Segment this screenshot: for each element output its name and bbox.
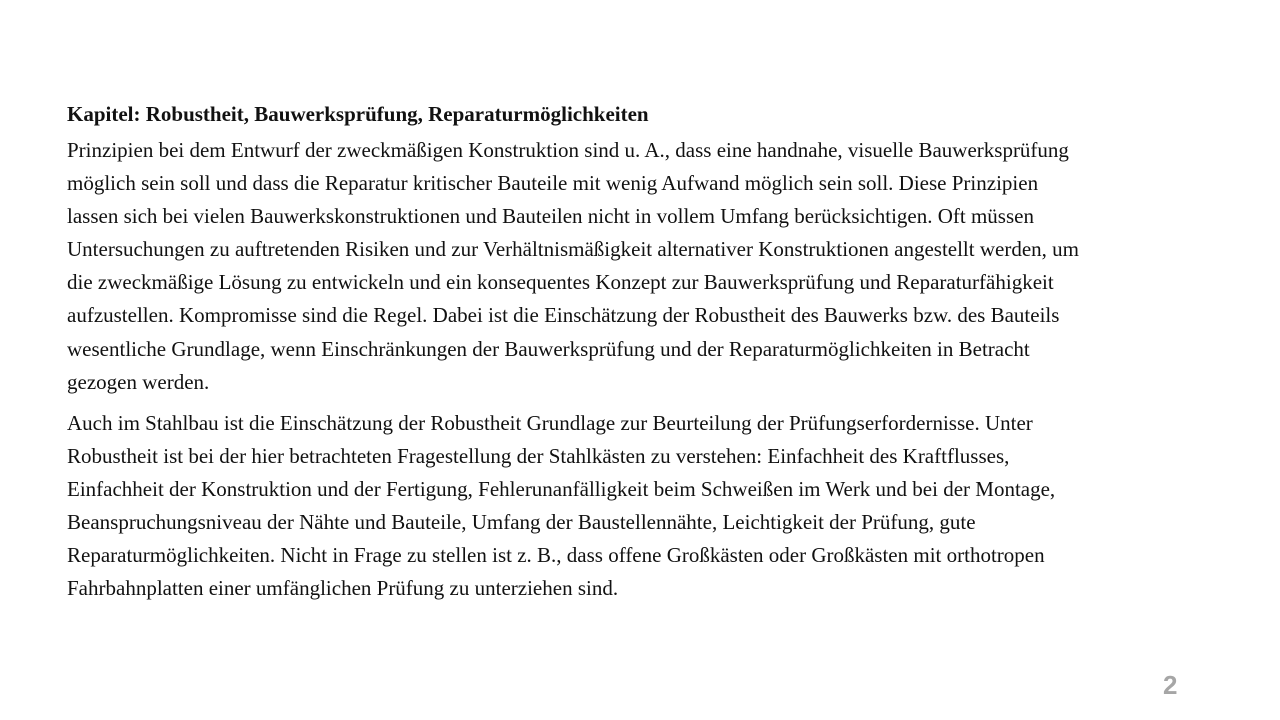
paragraph-line: Reparaturmöglichkeiten. Nicht in Frage zu stellen ist z. B., dass offene Großkästen oder Großkästen mit orthotropen <box>67 543 1045 568</box>
page-number: 2 <box>1163 670 1178 700</box>
paragraph-line: Einfachheit der Konstruktion und der Fertigung, Fehlerunanfälligkeit beim Schweißen im Werk und bei der Montage, <box>67 476 1056 501</box>
paragraph-line: Beanspruchungsniveau der Nähte und Bauteile, Umfang der Baustellennähte, Leichtigkeit der Prüfung, gute <box>67 510 976 535</box>
paragraph-line: Prinzipien bei dem Entwurf der zweckmäßigen Konstruktion sind u. A., dass eine handnahe, visuelle Bauwerksprüfung <box>67 138 1069 162</box>
paragraph-line: wesentliche Grundlage, wenn Einschränkungen der Bauwerksprüfung und der Reparaturmöglichkeiten in Betracht <box>67 336 1030 361</box>
paragraph-line: lassen sich bei vielen Bauwerkskonstruktionen und Bauteilen nicht in vollem Umfang berücksichtigen. Oft müssen <box>67 204 1034 229</box>
paragraph-line: aufzustellen. Kompromisse sind die Regel. Dabei ist die Einschätzung der Robustheit des Bauwerks bzw. des Bauteils <box>67 303 1060 328</box>
paragraph-line: die zweckmäßige Lösung zu entwickeln und ein konsequentes Konzept zur Bauwerksprüfung und Reparaturfähigkeit <box>67 270 1054 295</box>
paragraph-line: möglich sein soll und dass die Reparatur kritischer Bauteile mit wenig Aufwand möglich sein soll. Diese Prinzipien <box>67 171 1039 196</box>
paragraph-line: gezogen werden. <box>67 369 210 394</box>
paragraph-line: Untersuchungen zu auftretenden Risiken und zur Verhältnismäßigkeit alternativer Konstruktionen angestellt werden, um <box>67 237 1079 262</box>
chapter-heading: Kapitel: Robustheit, Bauwerksprüfung, Reparaturmöglichkeiten <box>67 102 649 126</box>
paragraph-line: Auch im Stahlbau ist die Einschätzung der Robustheit Grundlage zur Beurteilung der Prüfungserfordernisse. Unter <box>67 410 1033 435</box>
paragraph-line: Robustheit ist bei der hier betrachteten Fragestellung der Stahlkästen zu verstehen: Einfachheit des Kraftflusses, <box>67 443 1010 468</box>
text-body <box>67 98 1229 613</box>
paragraph-1 <box>67 134 1229 399</box>
paragraph-2 <box>67 407 1229 606</box>
paragraph-line: Fahrbahnplatten einer umfänglichen Prüfung zu unterziehen sind. <box>67 576 619 601</box>
